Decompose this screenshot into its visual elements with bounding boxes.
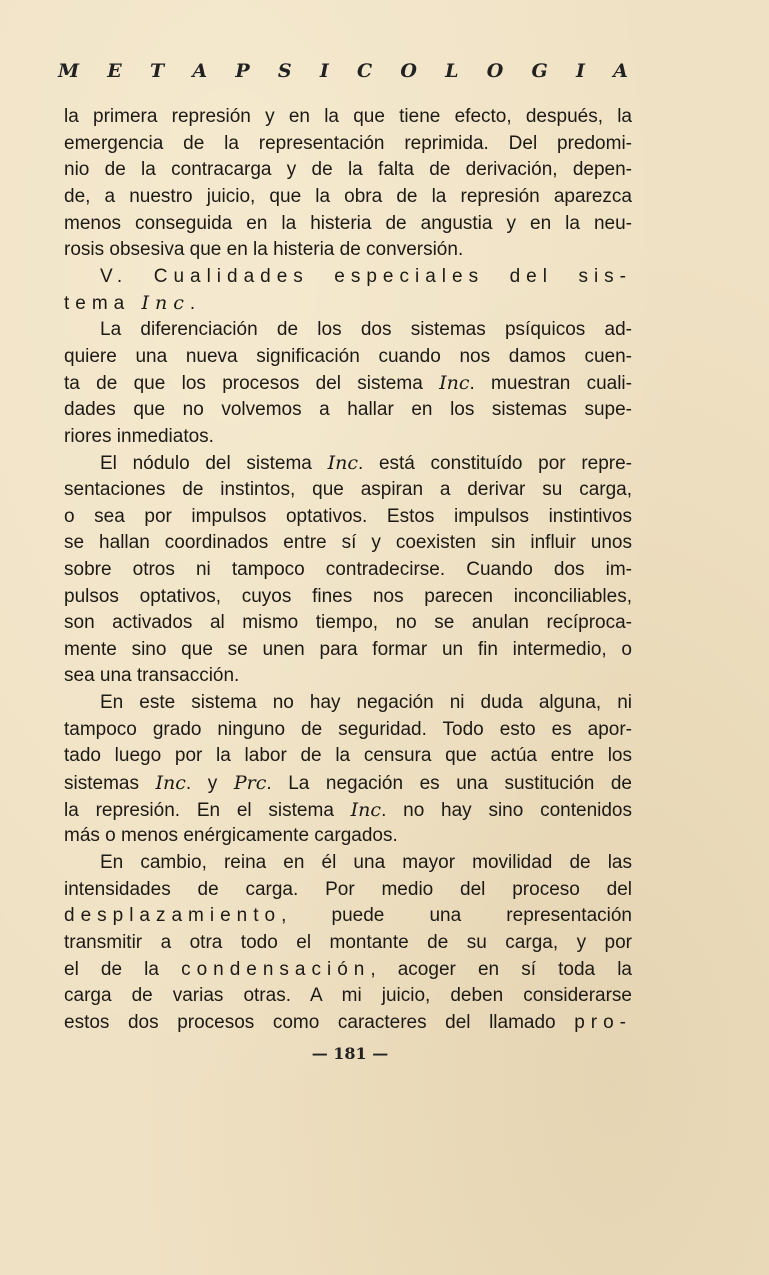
text-line <box>64 211 632 238</box>
italic-term: Inc <box>155 772 186 795</box>
spaced-text: pro- <box>574 1011 632 1033</box>
text-line <box>64 877 632 904</box>
text-line <box>64 957 632 984</box>
text-line <box>64 930 632 957</box>
text-line <box>64 317 632 344</box>
text-segment: sistemas <box>64 773 156 795</box>
text-segment: emergencia de la representación reprimida. Del predomi- <box>64 132 632 154</box>
text-line <box>64 983 632 1010</box>
text-line <box>64 797 632 824</box>
text-segment: intensidades de carga. Por medio del proceso del <box>64 878 632 900</box>
text-line <box>64 610 632 637</box>
text-segment: la represión. En el sistema <box>64 799 351 821</box>
text-line <box>64 237 632 264</box>
text-segment: . no hay sino contenidos <box>381 799 632 821</box>
text-segment: , puede una representación <box>281 905 632 927</box>
text-line <box>64 530 632 557</box>
spaced-text: V. Cualidades especiales del sis- <box>100 265 632 287</box>
text-line <box>64 104 632 131</box>
text-line <box>64 157 632 184</box>
running-head <box>58 60 628 88</box>
text-line <box>64 397 632 424</box>
text-segment: . y <box>185 773 234 795</box>
text-line <box>64 450 632 477</box>
text-line <box>64 823 632 850</box>
text-segment: mente sino que se unen para formar un fin intermedio, o <box>64 638 632 660</box>
text-line <box>64 184 632 211</box>
text-segment: rosis obsesiva que en la histeria de conversión. <box>64 239 464 261</box>
text-segment: dades que no volvemos a hallar en los sistemas supe- <box>64 399 632 421</box>
text-line <box>64 557 632 584</box>
text-line <box>64 637 632 664</box>
text-segment: quiere una nueva significación cuando nos damos cuen- <box>64 345 632 367</box>
running-head-letter: O <box>486 60 504 82</box>
text-segment: . La negación es una sustitución de <box>266 773 632 795</box>
running-head-letter: I <box>319 60 329 82</box>
running-head-letter: P <box>235 60 250 82</box>
text-segment: sentaciones de instintos, que aspiran a derivar su carga, <box>64 478 632 500</box>
text-segment: carga de varias otras. A mi juicio, deben considerarse <box>64 985 632 1007</box>
text-segment: tado luego por la labor de la censura que actúa entre los <box>64 745 632 767</box>
spaced-text: tema <box>64 293 142 315</box>
running-head-letter: E <box>107 60 122 82</box>
text-segment: En este sistema no hay negación ni duda alguna, ni <box>100 692 632 714</box>
text-line <box>64 424 632 451</box>
running-head-letter: T <box>150 60 165 82</box>
text-segment: La diferenciación de los dos sistemas psíquicos ad- <box>100 319 632 341</box>
running-head-letter: A <box>613 60 628 82</box>
text-segment: sea una transacción. <box>64 665 240 687</box>
page-number: — 181 — <box>311 1044 389 1063</box>
text-line <box>64 903 632 930</box>
text-line <box>64 850 632 877</box>
text-segment: , acoger en sí toda la <box>370 958 632 980</box>
text-segment: En cambio, reina en él una mayor movilidad de las <box>100 851 632 873</box>
text-segment: el de la <box>64 958 182 980</box>
italic-term: Inc <box>141 292 190 315</box>
text-segment: El nódulo del sistema <box>100 453 328 475</box>
text-segment: nio de la contracarga y de la falta de derivación, depen- <box>64 159 632 181</box>
spaced-text: condensación <box>181 958 371 980</box>
text-segment: de, a nuestro juicio, que la obra de la represión aparezca <box>64 185 632 207</box>
text-line <box>64 717 632 744</box>
spaced-text: desplazamiento <box>64 905 282 927</box>
text-line <box>64 264 632 291</box>
text-segment: se hallan coordinados entre sí y coexisten sin influir unos <box>64 532 632 554</box>
text-segment: sobre otros ni tampoco contradecirse. Cuando dos im- <box>64 558 632 580</box>
text-line <box>64 370 632 397</box>
italic-term: Prc <box>233 772 267 795</box>
running-head-letter: S <box>277 60 292 82</box>
italic-term: Inc <box>327 452 358 475</box>
text-segment: son activados al mismo tiempo, no se anulan recíproca- <box>64 612 632 634</box>
running-head-letter: C <box>356 60 373 82</box>
text-segment: la primera represión y en la que tiene efecto, después, la <box>64 106 632 127</box>
italic-term: Inc <box>350 798 382 821</box>
text-segment: estos dos procesos como caracteres del llamado <box>64 1011 575 1033</box>
text-line <box>64 344 632 371</box>
text-segment: transmitir a otra todo el montante de su carga, y por <box>64 931 632 953</box>
text-segment: riores inmediatos. <box>64 425 214 447</box>
text-segment: pulsos optativos, cuyos fines nos parecen inconciliables, <box>64 585 632 607</box>
text-segment: ta de que los procesos del sistema <box>64 373 440 395</box>
text-line <box>64 504 632 531</box>
running-head-letter: G <box>531 60 548 82</box>
running-head-letter: I <box>576 60 585 82</box>
text-segment: . está constituído por repre- <box>357 453 632 475</box>
italic-term: Inc <box>439 372 470 395</box>
text-line <box>64 663 632 690</box>
text-line <box>64 290 632 317</box>
spaced-text: . <box>189 293 202 315</box>
text-line <box>64 743 632 770</box>
text-line <box>64 584 632 611</box>
running-head-letter: M <box>58 60 80 82</box>
running-head-letter: A <box>192 60 208 82</box>
text-segment: . muestran cuali- <box>469 373 632 395</box>
text-line <box>64 131 632 158</box>
running-head-letter: O <box>400 60 417 82</box>
text-segment: más o menos enérgicamente cargados. <box>64 825 398 847</box>
text-line <box>64 690 632 717</box>
text-line <box>64 770 632 797</box>
text-line <box>64 1010 632 1037</box>
text-line <box>64 477 632 504</box>
running-head-letter: L <box>445 60 459 82</box>
body-text <box>64 104 632 1036</box>
text-segment: o sea por impulsos optativos. Estos impulsos instintivos <box>64 505 632 527</box>
text-segment: menos conseguida en la histeria de angustia y en la neu- <box>64 212 632 234</box>
text-segment: tampoco grado ninguno de seguridad. Todo esto es apor- <box>64 718 632 740</box>
